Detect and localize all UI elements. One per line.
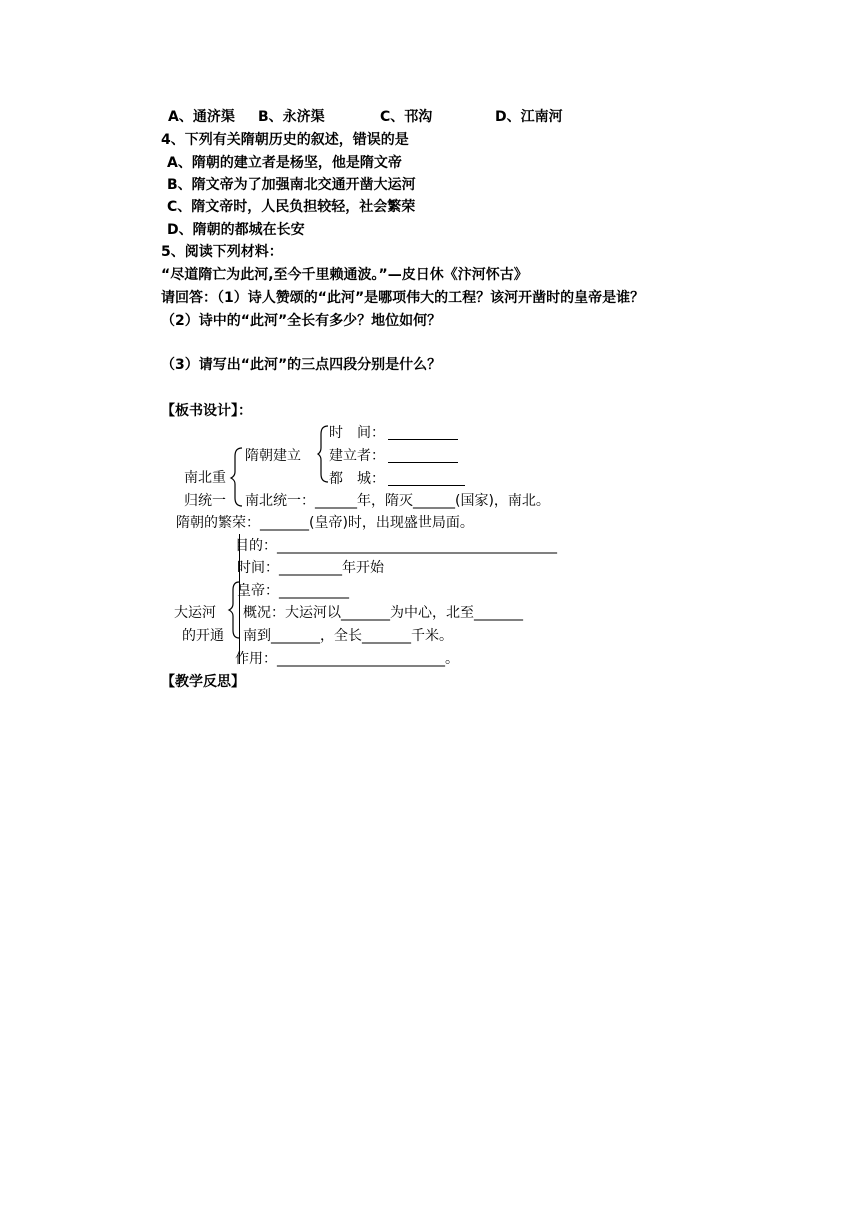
q5-question-2: （2）诗中的“此河”全长有多少？地位如何？ [161,313,442,329]
q5-question-3: （3）请写出“此河”的三点四段分别是什么？ [161,357,442,373]
founding-brace [318,424,332,484]
board-heading: 【板书设计】： [161,403,252,419]
q4-option-a: A、隋朝的建立者是杨坚，他是隋文帝 [167,155,402,171]
canal-title-line2: 的开通 [182,628,224,644]
q5-quote: “尽道隋亡为此河,至今千里赖通波。”—皮日休《汴河怀古》 [161,267,528,283]
q4-option-c: C、隋文帝时，人民负担较轻，社会繁荣 [167,199,416,215]
canal-brace [228,580,242,640]
q4-option-b: B、隋文帝为了加强南北交通开凿大运河 [167,177,416,193]
q5-question-1: 请回答：（1）诗人赞颂的“此河”是哪项伟大的工程？该河开凿时的皇帝是谁？ [161,290,645,306]
reflection-heading: 【教学反思】 [161,674,245,690]
board-capital-label: 都 城： [329,471,385,487]
canal-start-time: 时间：_________年开始 [237,560,384,576]
q4-option-d: D、隋朝的都城在长安 [167,222,305,238]
board-capital-blank [388,485,465,486]
canal-effect: 作用：________________________。 [235,651,459,667]
q3-option-a: A、通济渠 [168,109,235,125]
canal-title-line1: 大运河 [174,605,216,621]
board-time-blank [388,439,458,440]
canal-emperor: 皇帝：__________ [237,583,349,599]
canal-purpose: 目的：________________________________________ [235,538,557,554]
q5-stem: 5、阅读下列材料： [161,244,283,260]
board-unify-line: 南北统一：______年，隋灭______(国家)，南北。 [245,493,550,509]
board-founding: 隋朝建立 [245,448,301,464]
board-reunify-line2: 归统一 [184,493,226,509]
q4-stem: 4、下列有关隋朝历史的叙述，错误的是 [161,132,409,148]
board-time-label: 时 间： [329,425,385,441]
board-founder-label: 建立者： [329,448,385,464]
canal-overview-line2: 南到_______，全长_______千米。 [243,628,453,644]
q3-option-d: D、江南河 [495,109,563,125]
reunify-brace [229,446,245,508]
q3-option-c: C、邗沟 [380,109,433,125]
board-reunify-line1: 南北重 [184,470,226,486]
q3-option-b: B、永济渠 [258,109,325,125]
canal-overview-line1: 概况：大运河以_______为中心，北至_______ [243,605,523,621]
board-founder-blank [388,462,458,463]
board-prosperity-line: 隋朝的繁荣：_______(皇帝)时，出现盛世局面。 [176,515,474,531]
